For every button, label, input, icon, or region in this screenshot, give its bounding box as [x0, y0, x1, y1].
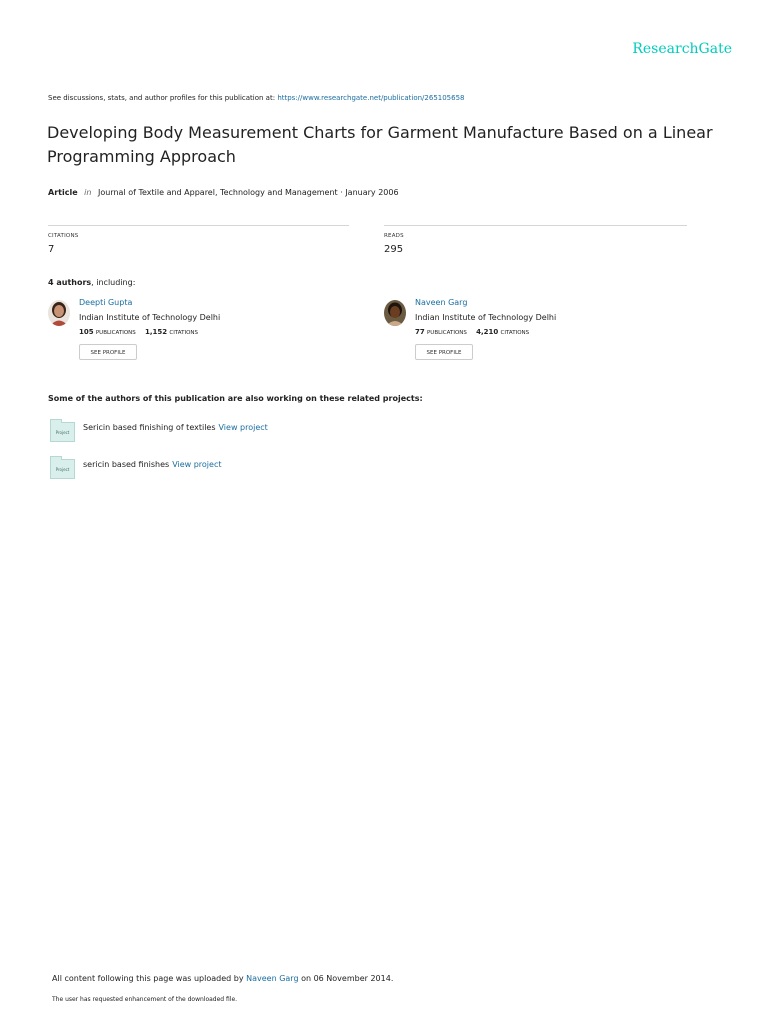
project-text — [83, 460, 221, 469]
discussion-text: See discussions, stats, and author profiles for this publication at: — [48, 94, 276, 102]
author-avatar[interactable] — [384, 300, 406, 326]
reads-value: 295 — [384, 244, 404, 255]
discussion-line — [48, 94, 465, 102]
view-project-link[interactable]: View project — [172, 460, 222, 469]
publication-url-link[interactable]: https://www.researchgate.net/publication/265105658 — [277, 94, 465, 102]
author-citations-count: 4,210 — [476, 328, 499, 336]
upload-date: on 06 November 2014. — [301, 974, 394, 983]
author-stats — [415, 328, 536, 336]
author-name-link[interactable]: Naveen Garg — [415, 298, 468, 307]
enhancement-note: The user has requested enhancement of the downloaded file. — [52, 996, 238, 1003]
publications-label: PUBLICATIONS — [426, 330, 467, 336]
authors-summary — [48, 278, 135, 287]
authors-count: 4 authors — [48, 278, 92, 287]
journal-name: Journal of Textile and Apparel, Technology and Management · January 2006 — [98, 188, 399, 197]
author-stats — [79, 328, 205, 336]
author-institution: Indian Institute of Technology Delhi — [79, 313, 221, 322]
author-institution: Indian Institute of Technology Delhi — [415, 313, 557, 322]
author-avatar[interactable] — [48, 300, 70, 326]
see-profile-button[interactable]: SEE PROFILE — [415, 344, 473, 360]
publications-count: 77 — [415, 328, 425, 336]
citations-value: 7 — [48, 244, 55, 255]
reads-label: READS — [384, 233, 404, 239]
authors-suffix: , including: — [91, 278, 136, 287]
upload-prefix: All content following this page was uploaded by — [52, 974, 244, 983]
reads-divider — [384, 225, 687, 226]
citations-label: CITATIONS — [48, 233, 79, 239]
article-type: Article — [48, 188, 78, 197]
uploader-link[interactable]: Naveen Garg — [246, 974, 299, 983]
project-text — [83, 423, 268, 432]
upload-info — [52, 974, 393, 983]
author-citations-count: 1,152 — [145, 328, 168, 336]
author-card — [48, 298, 348, 368]
publications-label: PUBLICATIONS — [95, 330, 136, 336]
project-folder-icon: Project — [50, 422, 75, 442]
view-project-link[interactable]: View project — [218, 423, 268, 432]
see-profile-button[interactable]: SEE PROFILE — [79, 344, 137, 360]
article-in: in — [84, 188, 92, 197]
publications-count: 105 — [79, 328, 94, 336]
article-info — [48, 188, 399, 197]
project-name: sericin based finishes — [83, 460, 170, 469]
author-name-link[interactable]: Deepti Gupta — [79, 298, 133, 307]
project-name: Sericin based finishing of textiles — [83, 423, 216, 432]
publication-title: Developing Body Measurement Charts for Garment Manufacture Based on a Linear Programming Approach — [47, 123, 713, 166]
related-projects-heading: Some of the authors of this publication are also working on these related projects: — [48, 394, 423, 403]
citations-divider — [48, 225, 349, 226]
author-card — [384, 298, 684, 368]
author-citations-label: CITATIONS — [500, 330, 530, 336]
project-folder-icon: Project — [50, 459, 75, 479]
author-citations-label: CITATIONS — [169, 330, 199, 336]
researchgate-logo[interactable]: ResearchGate — [632, 41, 732, 57]
